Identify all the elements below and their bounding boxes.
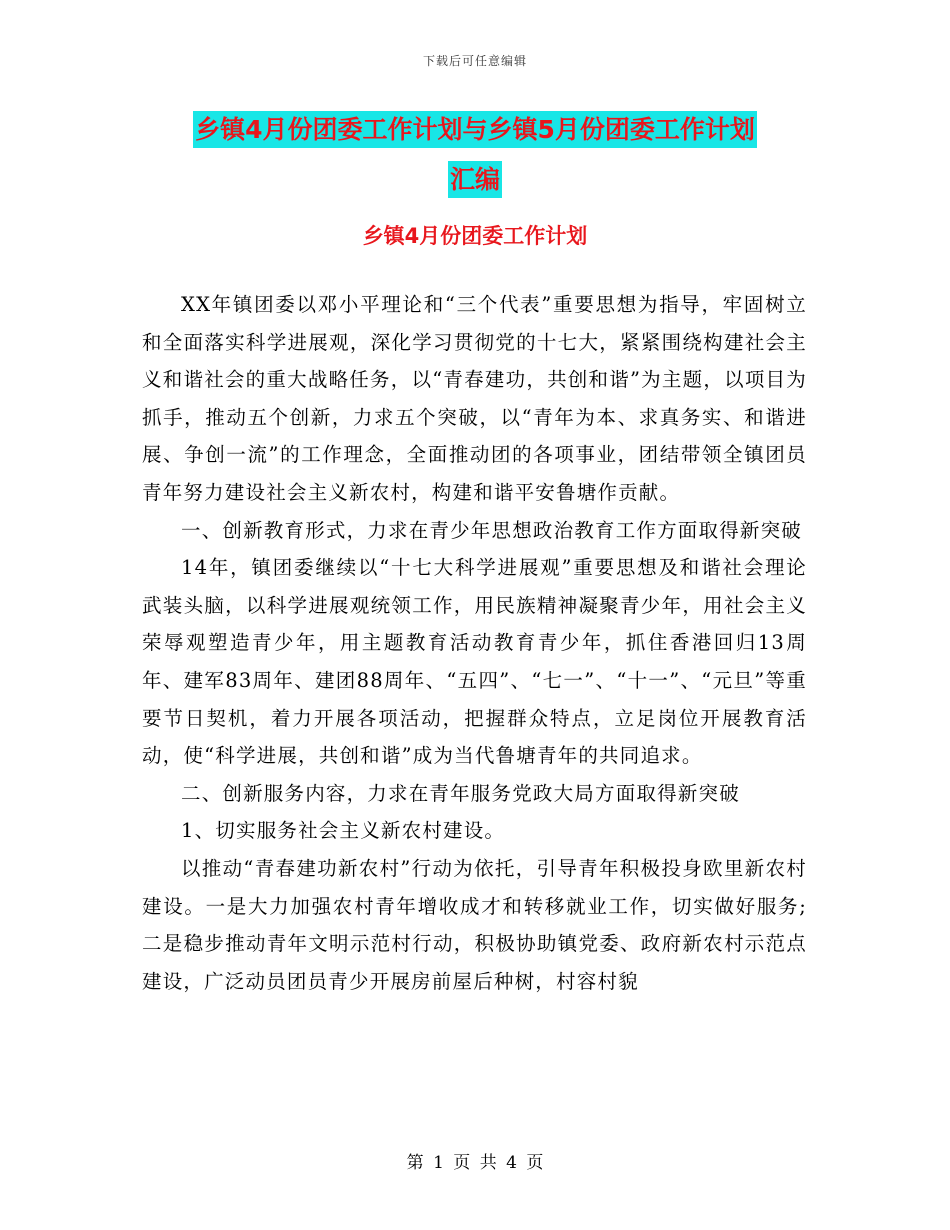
paragraph-education: 14年，镇团委继续以“十七大科学进展观”重要思想及和谐社会理论武装头脑，以科学进展观统领工作，用民族精神凝聚青少年，用社会主义荣辱观塑造青少年，用主题教育活动教育青少年，抓住香港回归13周年、建军83周年、建团88周年、“五四”、“七一”、“十一”、“元旦”等重要节日契机，着力开展各项活动，把握群众特点，立足岗位开展教育活动，使“科学进展，共创和谐”成为当代鲁塘青年的共同追求。 [142,556,807,768]
paragraph-subheading-1: 1、切实服务社会主义新农村建设。 [181,819,506,843]
page-header-note: 下载后可任意编辑 [422,54,527,68]
paragraph-intro: XX年镇团委以邓小平理论和“三个代表”重要思想为指导，牢固树立和全面落实科学进展观，深化学习贯彻党的十七大，紧紧围绕构建社会主义和谐社会的重大战略任务，以“青春建功，共创和谐”为主题，以项目为抓手，推动五个创新，力求五个突破，以“青年为本、求真务实、和谐进展、争创一流”的工作理念，全面推动团的各项事业，团结带领全镇团员青年努力建设社会主义新农村，构建和谐平安鲁塘作贡献。 [142,293,807,504]
paragraph-heading-2: 二、创新服务内容，力求在青年服务党政大局方面取得新突破 [181,781,740,805]
paragraph-rural: 以推动“青春建功新农村”行动为依托，引导青年积极投身欧里新农村建设。一是大力加强农村青年增收成才和转移就业工作，切实做好服务;二是稳步推动青年文明示范村行动，积极协助镇党委、政府新农村示范点建设，广泛动员团员青少开展房前屋后种树，村容村貌 [142,856,807,993]
document-body [142,286,807,1000]
document-title [0,108,950,202]
page-number: 第 1 页 共 4 页 [406,1153,544,1173]
paragraph-heading-1: 一、创新教育形式，力求在青少年思想政治教育工作方面取得新突破 [181,518,803,542]
document-title-line2: 汇编 [448,161,502,198]
document-title-line1: 乡镇4月份团委工作计划与乡镇5月份团委工作计划 [193,111,757,148]
section-title: 乡镇4月份团委工作计划 [362,224,588,248]
